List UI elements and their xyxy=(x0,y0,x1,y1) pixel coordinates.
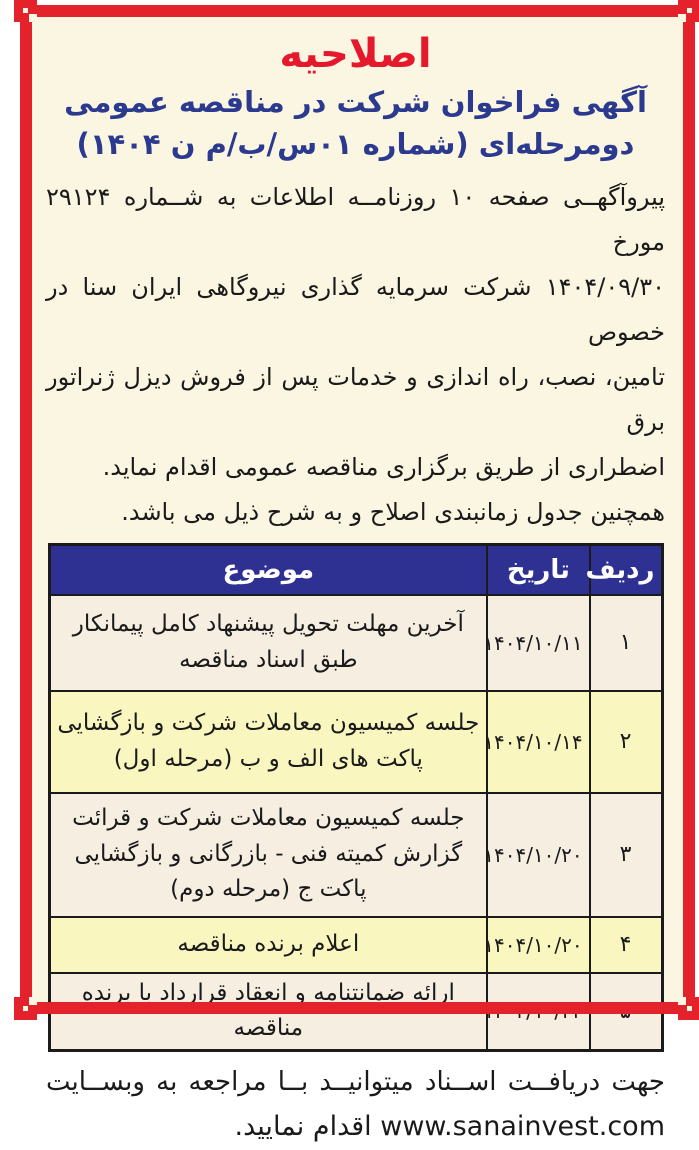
body-line: پیروآگهــی صفحه ۱۰ روزنامــه اطلاعات به شــماره ۲۹۱۲۴ مورخ xyxy=(46,183,665,257)
notice-footer xyxy=(46,1060,665,1150)
row-number-cell: ۲ xyxy=(590,691,662,793)
date-cell: ۱۴۰۴/۱۰/۲۰ xyxy=(487,793,590,917)
notice-subtitle-line1: آگهی فراخوان شرکت در مناقصه عمومی xyxy=(64,85,647,119)
table-row xyxy=(49,973,662,1051)
schedule-table xyxy=(48,543,664,1052)
subject-cell: جلسه کمیسیون معاملات شرکت و قرائت گزارش کمیته فنی - بازرگانی و بازگشایی پاکت ج (مرحله دوم) xyxy=(49,793,487,917)
table-row xyxy=(49,691,662,793)
body-line: اضطراری از طریق برگزاری مناقصه عمومی اقدام نماید. xyxy=(102,453,665,482)
body-line: تامین، نصب، راه اندازی و خدمات پس از فروش دیزل ژنراتور برق xyxy=(46,363,665,437)
subject-cell: آخرین مهلت تحویل پیشنهاد کامل پیمانکار طبق اسناد مناقصه xyxy=(49,595,487,691)
row-number-cell: ۴ xyxy=(590,917,662,973)
row-number-cell: ۱ xyxy=(590,595,662,691)
notice-content xyxy=(20,5,695,1142)
header-date: تاریخ xyxy=(487,545,590,595)
header-subject: موضوع xyxy=(49,545,487,595)
footer-website-line: www.sanainvest.com اقدام نمایید. xyxy=(234,1110,665,1142)
subject-cell: اعلام برنده مناقصه xyxy=(49,917,487,973)
body-line: همچنین جدول زمانبندی اصلاح و به شرح ذیل می باشد. xyxy=(121,498,665,527)
date-cell: ۱۴۰۴/۱۰/۲۴ xyxy=(487,973,590,1051)
date-cell: ۱۴۰۴/۱۰/۲۰ xyxy=(487,917,590,973)
footer-line: جهت دریافــت اســناد میتوانیــد بــا مراجعه به وبســایت xyxy=(46,1066,665,1097)
body-line: ۱۴۰۴/۰۹/۳۰ شرکت سرمایه گذاری نیروگاهی ایران سنا در خصوص xyxy=(46,273,665,347)
subject-cell: ارائه ضمانتنامه و انعقاد قرارداد با برنده مناقصه xyxy=(49,973,487,1051)
notice-body xyxy=(46,175,665,535)
table-row xyxy=(49,595,662,691)
subject-cell: جلسه کمیسیون معاملات شرکت و بازگشایی پاکت های الف و ب (مرحله اول) xyxy=(49,691,487,793)
date-cell: ۱۴۰۴/۱۰/۱۴ xyxy=(487,691,590,793)
row-number-cell: ۵ xyxy=(590,973,662,1051)
table-row xyxy=(49,793,662,917)
date-cell: ۱۴۰۴/۱۰/۱۱ xyxy=(487,595,590,691)
header-row-number: ردیف xyxy=(590,545,662,595)
table-header-row xyxy=(49,545,662,595)
table-row xyxy=(49,917,662,973)
notice-subtitle-line2: دومرحله‌ای (شماره ۰۱س/ب/م ن ۱۴۰۴) xyxy=(76,127,635,162)
notice-title: اصلاحیه xyxy=(279,31,432,77)
row-number-cell: ۳ xyxy=(590,793,662,917)
